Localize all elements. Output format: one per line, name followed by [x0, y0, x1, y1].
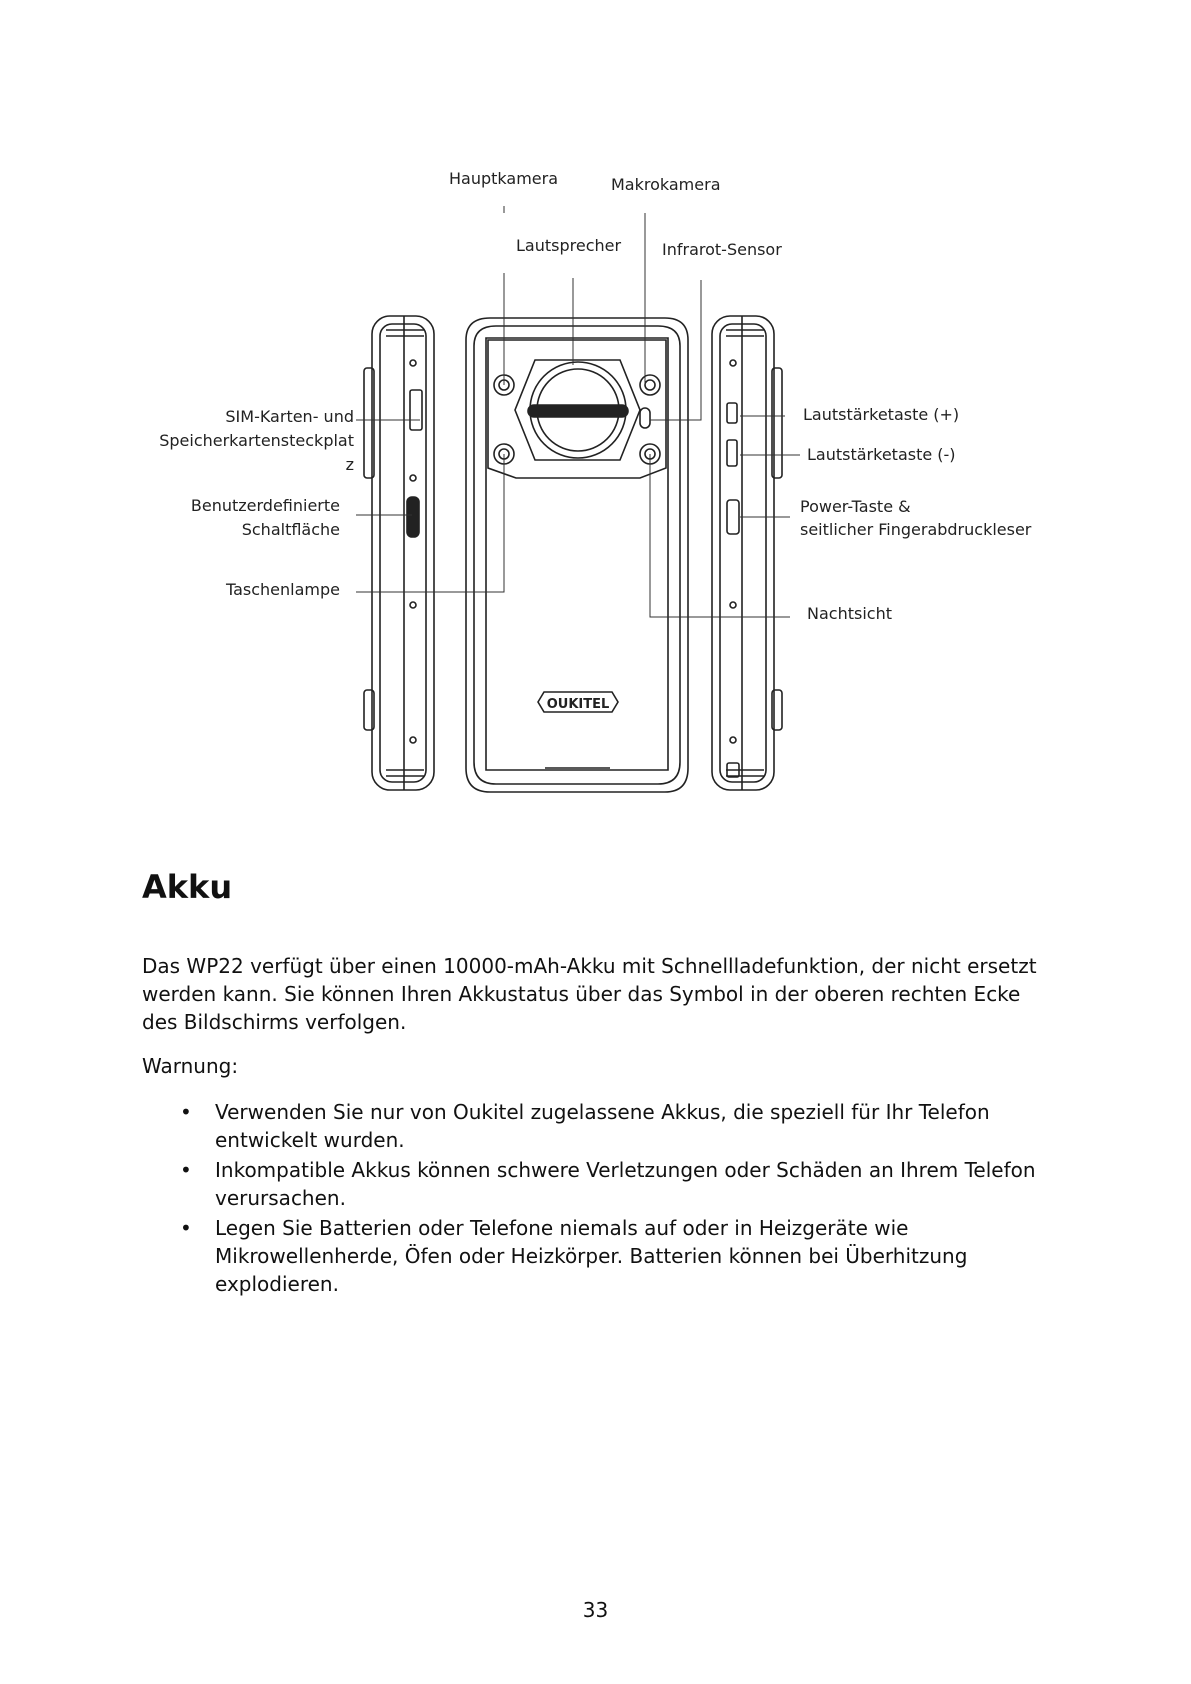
label-sim-line3: z	[345, 455, 354, 474]
label-nachtsicht: Nachtsicht	[807, 604, 892, 623]
bullet-text: Inkompatible Akkus können schwere Verletzungen oder Schäden an Ihrem Telefon verursachen.	[215, 1158, 1036, 1210]
brand-logo: OUKITEL	[546, 697, 610, 712]
label-power-line1: Power-Taste &	[800, 497, 911, 516]
left-side-view	[364, 316, 434, 790]
bullet-text: Verwenden Sie nur von Oukitel zugelassene Akkus, die speziell für Ihr Telefon entwickelt wurden.	[215, 1100, 990, 1152]
label-custom-line2: Schaltfläche	[241, 520, 340, 539]
label-sim-line2: Speicherkartensteckplat	[159, 431, 354, 450]
label-makrokamera: Makrokamera	[611, 175, 721, 194]
list-item	[142, 1214, 1062, 1298]
back-view	[466, 318, 688, 792]
label-custom-line1: Benutzerdefinierte	[190, 496, 340, 515]
label-volume-up: Lautstärketaste (+)	[803, 405, 960, 424]
section-paragraph: Das WP22 verfügt über einen 10000-mAh-Akku mit Schnellladefunktion, der nicht ersetzt werden kann. Sie können Ihren Akkustatus über das Symbol in der oberen rechten Ecke des Bildschirms verfolgen.	[142, 954, 1037, 1034]
label-sim-line1: SIM-Karten- und	[225, 407, 354, 426]
label-hauptkamera: Hauptkamera	[449, 169, 559, 188]
label-power-line2: seitlicher Fingerabdruckleser	[800, 520, 1032, 539]
page-number: 33	[582, 1598, 609, 1622]
bullet-text: Legen Sie Batterien oder Telefone niemals auf oder in Heizgeräte wie Mikrowellenherde, Öfen oder Heizkörper. Batterien können bei Überhitzung explodieren.	[215, 1216, 968, 1296]
label-infrarot-sensor: Infrarot-Sensor	[662, 240, 782, 259]
warning-label: Warnung:	[142, 1054, 239, 1078]
list-item	[142, 1156, 1062, 1212]
label-volume-down: Lautstärketaste (-)	[807, 445, 956, 464]
label-lautsprecher: Lautsprecher	[516, 236, 622, 255]
list-item	[142, 1098, 1062, 1154]
right-side-view	[712, 316, 782, 790]
warning-list	[142, 1098, 1062, 1300]
bullet-symbol: •	[180, 1158, 192, 1182]
label-taschenlampe: Taschenlampe	[225, 580, 340, 599]
section-heading: Akku	[142, 868, 233, 906]
bullet-symbol: •	[180, 1100, 192, 1124]
bullet-symbol: •	[180, 1216, 192, 1240]
